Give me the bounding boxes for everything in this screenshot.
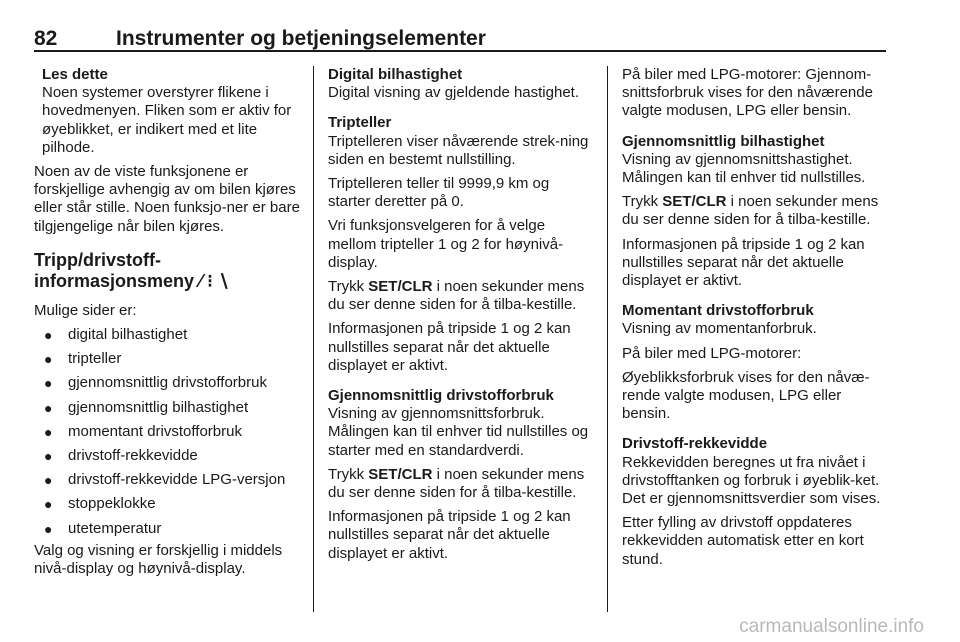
column-2 [328,66,592,569]
paragraph: Øyeblikksforbruk vises for den nåvæ-rende valgte modusen, LPG eller bensin. [622,368,870,423]
section-text: Visning av gjennomsnittshastighet. Målingen kan til enhver tid nullstilles. [622,150,866,187]
page-title: Instrumenter og betjeningselementer [116,27,486,50]
list-item: ● drivstoff-rekkevidde [44,447,198,465]
section-digital-speed [328,66,592,102]
note-heading: Les dette [42,66,108,83]
paragraph: Triptelleren teller til 9999,9 km og starter deretter på 0. [328,175,550,211]
section-text: Triptelleren viser nåværende strek-ning siden en bestemt nullstilling. [328,132,589,168]
heading-line-1: Tripp/drivstoff- [34,249,161,270]
section-instant-fuel [622,302,890,338]
page-header [34,22,886,50]
paragraph-reset-instruction: Trykk SET/CLR i noen sekunder mens du ser denne siden for å tilba-kestille. [328,465,585,502]
column-3 [622,66,890,575]
bullet-dot-icon: ● [44,423,53,440]
section-text: Visning av momentanforbruk. [622,320,817,338]
closing-paragraph: Valg og visning er forskjellig i middels nivå-display og høynivå-display. [34,541,283,578]
paragraph: Informasjonen på tripside 1 og 2 kan nullstilles separat når det aktuelle displayet er aktivt. [328,320,571,374]
bullet-dot-icon: ● [44,472,53,489]
intro-paragraph: Noen av de viste funksjonene er forskjellige avhengig av om bilen kjøres eller står stille. Noen funksjo-ner er bare tilgjengelige når bilen kjøres. [34,163,300,235]
list-item: ● digital bilhastighet [44,326,188,344]
section-text: Rekkevidden beregnes ut fra nivået i drivstofftanken og forbruk i øyeblik-ket. Det er gjennomsnittsverdier som vises. [622,453,881,508]
paragraph: Informasjonen på tripside 1 og 2 kan nullstilles separat når det aktuelle displayet er aktivt. [328,508,571,562]
paragraph: På biler med LPG-motorer: Gjennom-snittsforbruk vises for den nåværende valgte modusen, LPG eller bensin. [622,66,873,120]
section-title: Gjennomsnittlig bilhastighet [622,132,825,150]
paragraph: Vri funksjonsvelgeren for å velge mellom tripteller 1 og 2 for høynivå-display. [328,217,564,271]
list-item: ● utetemperatur [44,519,162,537]
bullet-dot-icon: ● [44,496,53,513]
list-item: ● stoppeklokke [44,495,156,513]
bullet-dot-icon: ● [44,351,53,368]
list-item: ● gjennomsnittlig bilhastighet [44,398,249,416]
watermark: carmanualsonline.info [739,616,924,637]
section-heading-trip-menu [34,250,300,292]
paragraph-reset-instruction: Trykk SET/CLR i noen sekunder mens du ser denne siden for å tilba-kestille. [328,278,585,314]
paragraph: Etter fylling av drivstoff oppdateres rekkevidden automatisk etter en kort stund. [622,514,864,568]
section-title: Drivstoff-rekkevidde [622,435,768,453]
paragraph: På biler med LPG-motorer: [622,344,802,362]
section-title: Gjennomsnittlig drivstofforbruk [328,387,554,405]
pages-list [34,326,300,538]
section-fuel-range [622,435,890,508]
section-text: Visning av gjennomsnittsforbruk. Målingen kan til enhver tid nullstilles og starter med en standardverdi. [328,405,589,459]
set-clr-label: SET/CLR [368,465,433,483]
list-item: ● gjennomsnittlig drivstofforbruk [44,374,267,392]
set-clr-label: SET/CLR [368,278,433,296]
section-tripmeter [328,114,592,169]
header-rule [34,50,886,52]
section-avg-speed [622,133,890,188]
bullet-dot-icon: ● [44,327,53,344]
bullet-dot-icon: ● [44,520,53,537]
menu-tab-symbols-icon: ⁄ ⁝ ∖ [199,270,230,291]
column-1 [34,66,300,584]
lead-paragraph: Mulige sider er: [34,301,137,319]
bullet-dot-icon: ● [44,375,53,392]
section-title: Digital bilhastighet [328,66,463,83]
column-divider-2 [607,66,608,612]
section-title: Momentant drivstofforbruk [622,302,814,320]
paragraph: Informasjonen på tripside 1 og 2 kan nullstilles separat når det aktuelle displayet er aktivt. [622,235,865,290]
section-text: Digital visning av gjeldende hastighet. [328,84,579,102]
heading-line-2: informasjonsmeny [34,270,195,291]
page-number: 82 [34,27,58,50]
bullet-dot-icon: ● [44,399,53,416]
list-item: ● momentant drivstofforbruk [44,422,242,440]
note-text: Noen systemer overstyrer flikene i hovedmenyen. Fliken som er aktiv for øyeblikket, er indikert med et lite pilhode. [42,84,292,156]
bullet-dot-icon: ● [44,448,53,465]
column-divider-1 [313,66,314,612]
section-avg-fuel [328,387,592,460]
note-box [34,66,300,157]
paragraph-reset-instruction: Trykk SET/CLR i noen sekunder mens du ser denne siden for å tilba-kestille. [622,193,879,229]
list-item: ● tripteller [44,350,122,368]
section-title: Tripteller [328,114,392,132]
set-clr-label: SET/CLR [662,193,727,211]
list-item: ● drivstoff-rekkevidde LPG-versjon [44,471,286,489]
